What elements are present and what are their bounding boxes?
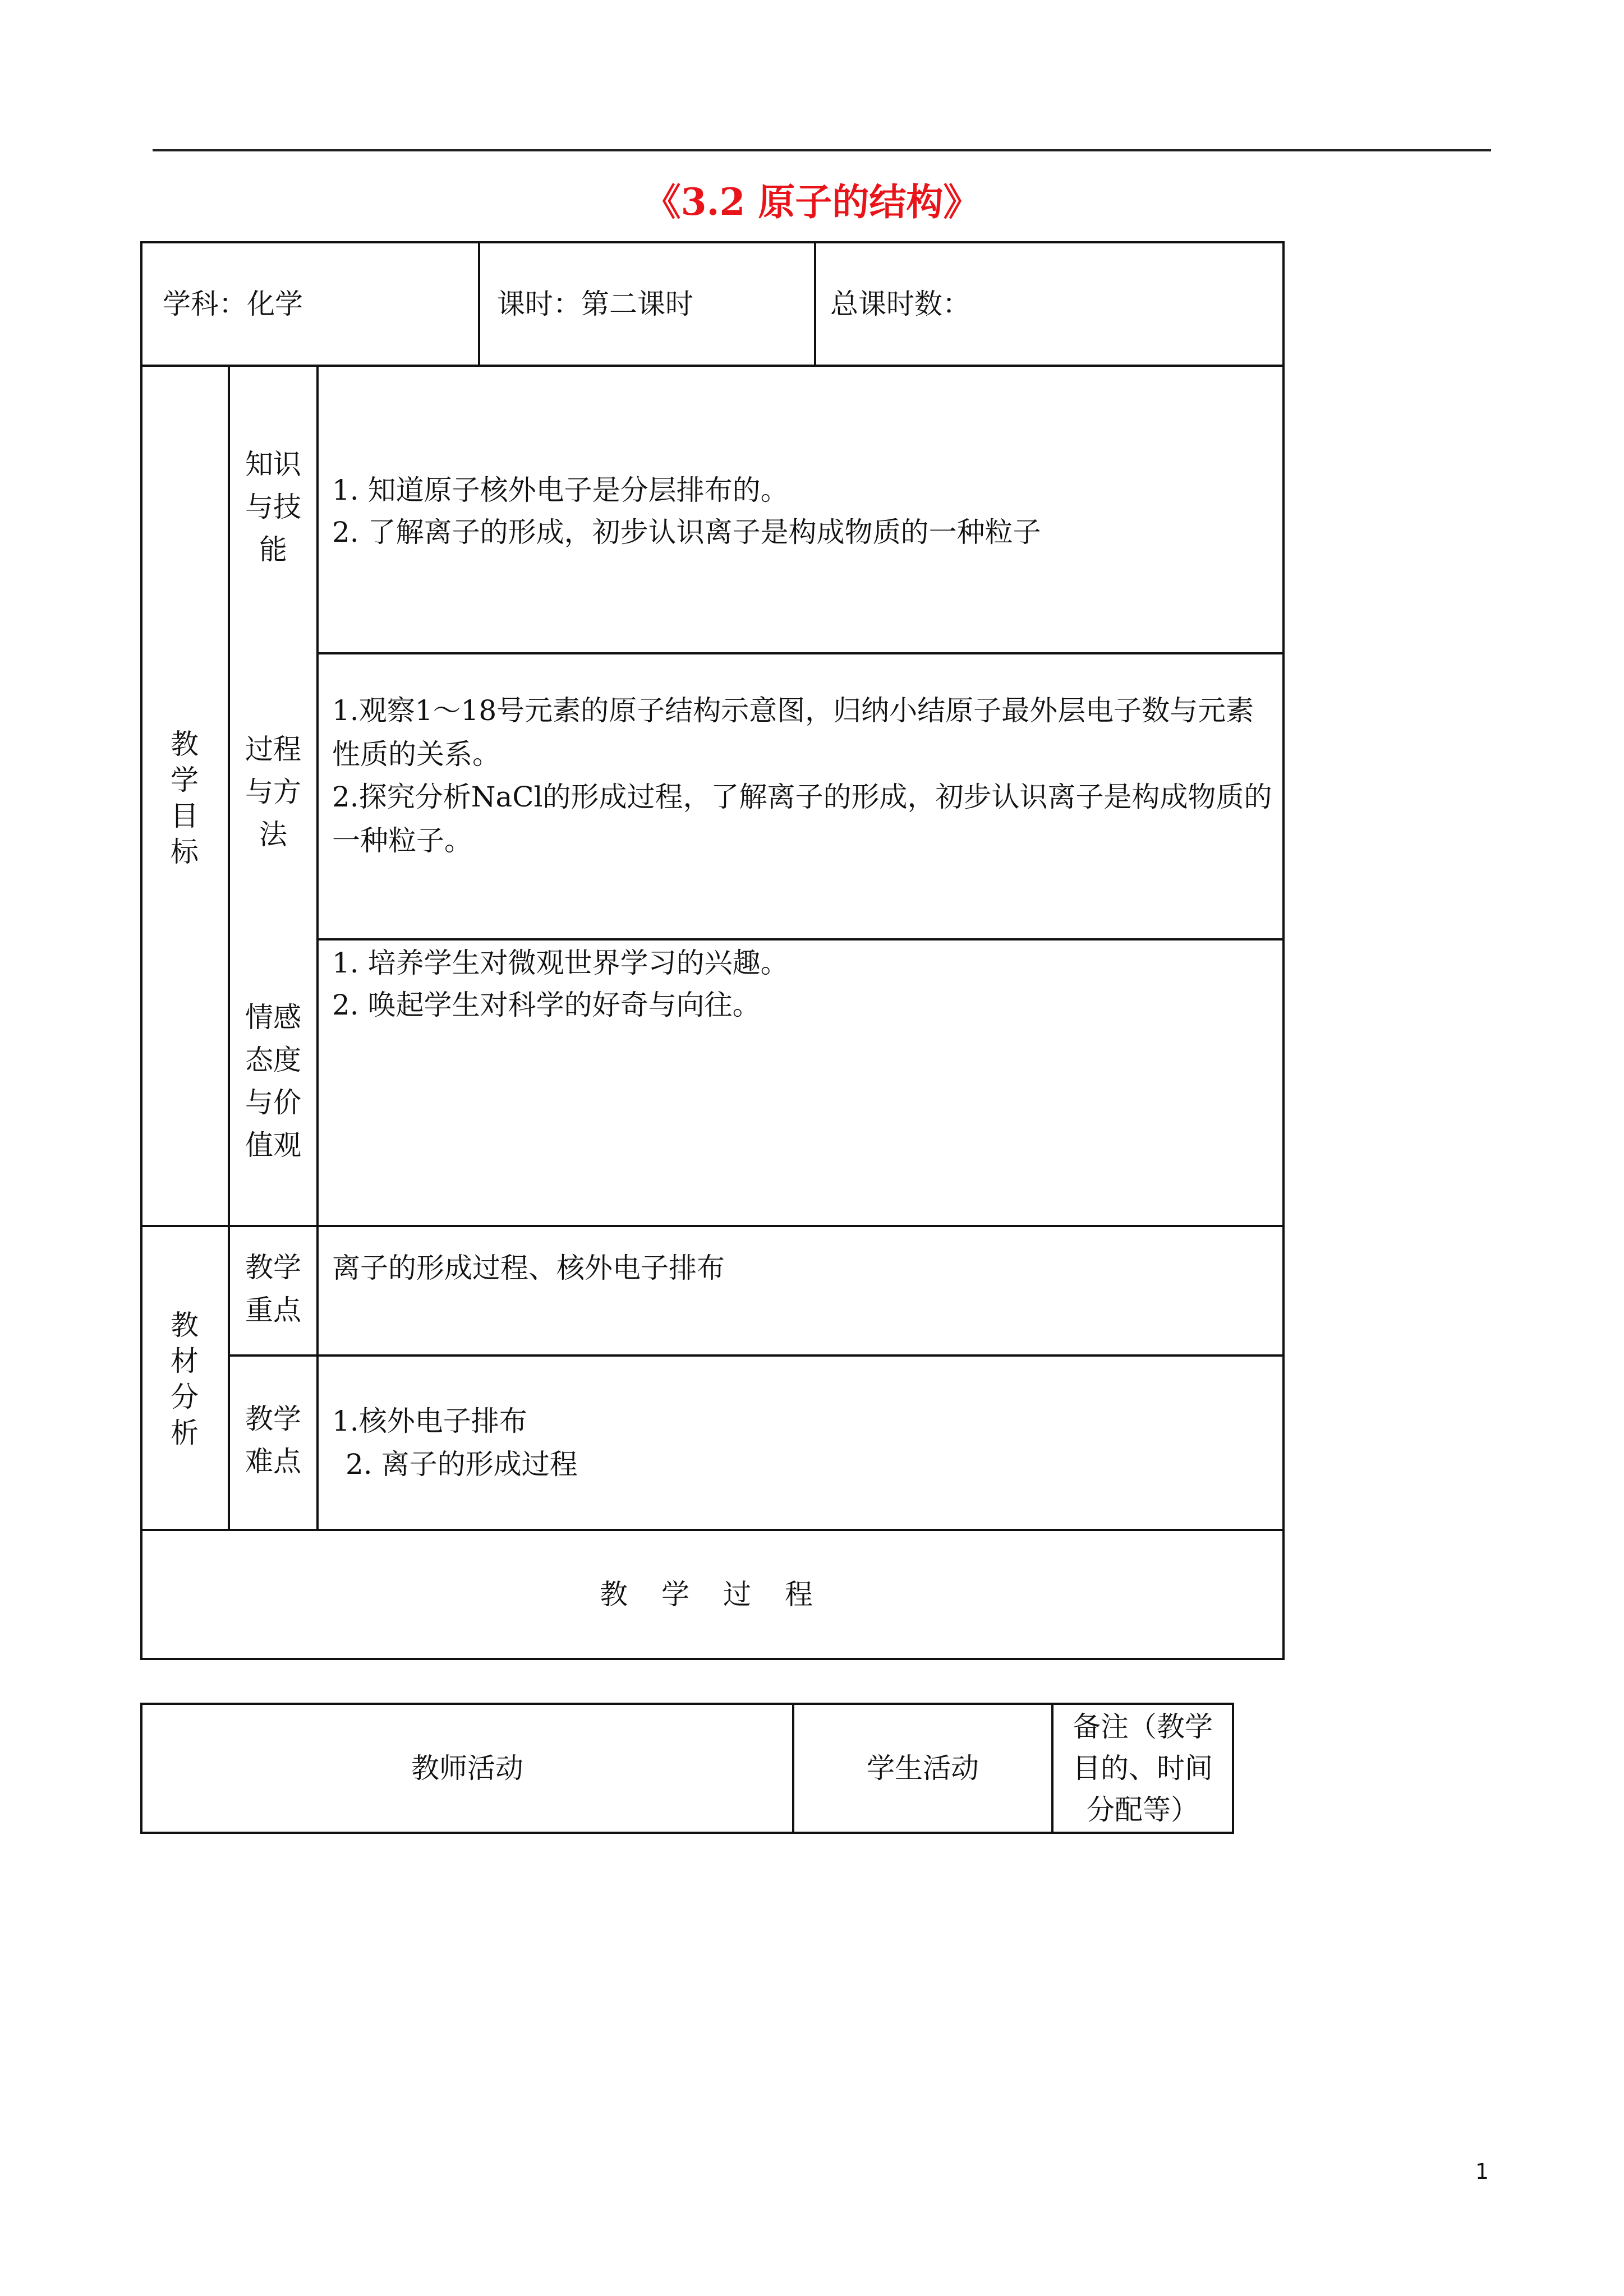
knowledge-item-1: 1. 知道原子核外电子是分层排布的。 — [332, 474, 789, 506]
process-label-text: 过程与方法 — [245, 733, 301, 851]
emotion-label — [231, 996, 315, 1167]
remarks-text: 备注（教学目的、时间分配等） — [1073, 1711, 1213, 1826]
process-item-1: 1.观察1～18号元素的原子结构示意图，归纳小结原子最外层电子数与元素性质的关系。 — [332, 694, 1254, 771]
student-activity-header: 学生活动 — [867, 1752, 979, 1785]
header-rule — [153, 149, 1491, 151]
page-number: 1 — [1475, 2159, 1489, 2184]
objectives-group-label — [166, 726, 203, 870]
remarks-header — [1053, 1705, 1232, 1832]
teaching-process-header — [142, 1531, 1282, 1658]
key-point-label-text: 教学重点 — [245, 1251, 301, 1326]
emotion-label-text: 情感态度与价值观 — [245, 1001, 301, 1161]
knowledge-label — [231, 443, 315, 571]
key-point-text: 离子的形成过程、核外电子排布 — [332, 1252, 725, 1284]
subject-cell: 学科：化学 — [163, 288, 303, 320]
period-cell: 课时：第二课时 — [497, 288, 693, 320]
total-periods-cell: 总课时数： — [830, 288, 970, 320]
process-item-2: 2.探究分析NaCl的形成过程，了解离子的形成，初步认识离子是构成物质的一种粒子。 — [332, 781, 1272, 857]
knowledge-label-text: 知识与技能 — [245, 448, 301, 566]
teacher-activity-header: 教师活动 — [411, 1752, 523, 1785]
key-point-label — [231, 1246, 315, 1331]
process-label — [231, 728, 315, 856]
page-title: 《3.2 原子的结构》 — [643, 180, 981, 224]
objectives-group-text: 教学目标 — [171, 728, 199, 868]
difficulty-item-1: 1.核外电子排布 — [332, 1405, 527, 1437]
teaching-process-text: 教 学 过 程 — [600, 1578, 825, 1611]
analysis-group-text: 教材分析 — [171, 1309, 199, 1449]
difficulty-label — [231, 1398, 315, 1483]
emotion-item-1: 1. 培养学生对微观世界学习的兴趣。 — [332, 947, 789, 979]
analysis-group-label — [166, 1307, 203, 1451]
difficulty-label-text: 教学难点 — [245, 1403, 301, 1478]
difficulty-item-2: 2. 离子的形成过程 — [346, 1448, 578, 1481]
emotion-item-2: 2. 唤起学生对科学的好奇与向往。 — [332, 989, 761, 1021]
knowledge-item-2: 2. 了解离子的形成，初步认识离子是构成物质的一种粒子 — [332, 516, 1041, 548]
